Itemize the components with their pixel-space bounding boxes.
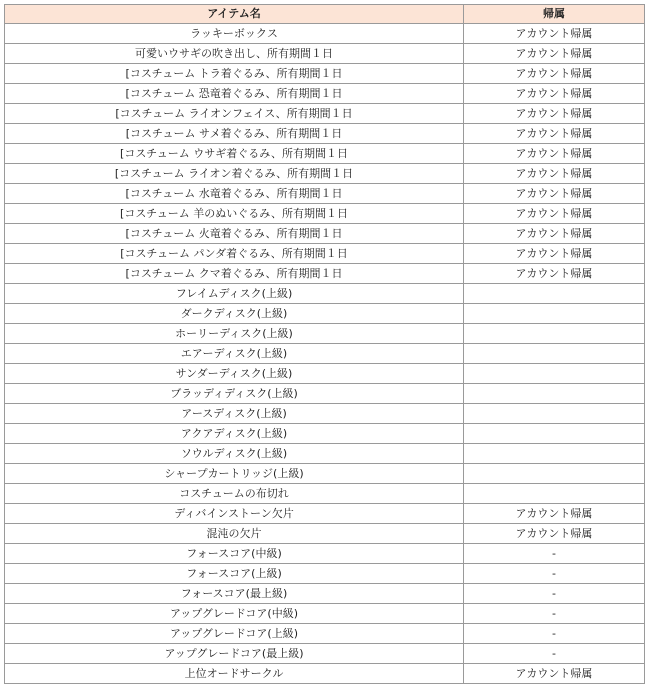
table-row xyxy=(5,304,645,324)
binding-cell: アカウント帰属 xyxy=(464,664,645,684)
item-name-cell: ラッキーボックス xyxy=(5,24,464,44)
binding-cell xyxy=(464,464,645,484)
binding-cell: アカウント帰属 xyxy=(464,44,645,64)
binding-cell: アカウント帰属 xyxy=(464,224,645,244)
table-row xyxy=(5,364,645,384)
binding-cell: アカウント帰属 xyxy=(464,524,645,544)
binding-cell xyxy=(464,444,645,464)
binding-cell: アカウント帰属 xyxy=(464,204,645,224)
binding-cell: - xyxy=(464,564,645,584)
table-header-row xyxy=(5,5,645,24)
table-row xyxy=(5,284,645,304)
binding-cell: - xyxy=(464,644,645,664)
table-row xyxy=(5,224,645,244)
item-name-cell: [コスチューム ウサギ着ぐるみ、所有期間１日 xyxy=(5,144,464,164)
binding-cell: アカウント帰属 xyxy=(464,184,645,204)
table-row xyxy=(5,504,645,524)
item-name-cell: [コスチューム 恐竜着ぐるみ、所有期間１日 xyxy=(5,84,464,104)
table-row xyxy=(5,664,645,684)
item-name-cell: [コスチューム サメ着ぐるみ、所有期間１日 xyxy=(5,124,464,144)
binding-cell: - xyxy=(464,584,645,604)
item-name-cell: [コスチューム パンダ着ぐるみ、所有期間１日 xyxy=(5,244,464,264)
table-row xyxy=(5,344,645,364)
table-row xyxy=(5,404,645,424)
binding-cell: アカウント帰属 xyxy=(464,84,645,104)
item-name-cell: [コスチューム ライオンフェイス、所有期間１日 xyxy=(5,104,464,124)
binding-cell xyxy=(464,304,645,324)
item-name-cell: アップグレードコア(中級) xyxy=(5,604,464,624)
binding-cell: アカウント帰属 xyxy=(464,164,645,184)
item-name-cell: アップグレードコア(上級) xyxy=(5,624,464,644)
table-row xyxy=(5,144,645,164)
table-row xyxy=(5,424,645,444)
item-name-cell: フォースコア(上級) xyxy=(5,564,464,584)
table-row xyxy=(5,564,645,584)
table-row xyxy=(5,124,645,144)
item-name-cell: シャープカートリッジ(上級) xyxy=(5,464,464,484)
binding-cell xyxy=(464,404,645,424)
item-name-cell: ディバインストーン欠片 xyxy=(5,504,464,524)
table-row xyxy=(5,104,645,124)
item-name-cell: フレイムディスク(上級) xyxy=(5,284,464,304)
table-row xyxy=(5,444,645,464)
binding-cell: - xyxy=(464,604,645,624)
item-name-cell: アクアディスク(上級) xyxy=(5,424,464,444)
table-row xyxy=(5,64,645,84)
binding-cell xyxy=(464,364,645,384)
binding-cell: - xyxy=(464,624,645,644)
table-row xyxy=(5,604,645,624)
item-name-cell: [コスチューム 火竜着ぐるみ、所有期間１日 xyxy=(5,224,464,244)
table-row xyxy=(5,184,645,204)
item-name-cell: フォースコア(最上級) xyxy=(5,584,464,604)
header-item-name: アイテム名 xyxy=(5,5,464,24)
item-name-cell: フォースコア(中級) xyxy=(5,544,464,564)
item-name-cell: サンダーディスク(上級) xyxy=(5,364,464,384)
binding-cell: アカウント帰属 xyxy=(464,64,645,84)
item-table-container xyxy=(4,4,644,684)
item-name-cell: 上位オードサークル xyxy=(5,664,464,684)
item-name-cell: 可愛いウサギの吹き出し、所有期間１日 xyxy=(5,44,464,64)
binding-cell xyxy=(464,384,645,404)
table-row xyxy=(5,24,645,44)
binding-cell xyxy=(464,424,645,444)
binding-cell xyxy=(464,284,645,304)
binding-cell: アカウント帰属 xyxy=(464,24,645,44)
table-row xyxy=(5,484,645,504)
item-name-cell: エアーディスク(上級) xyxy=(5,344,464,364)
binding-cell xyxy=(464,484,645,504)
binding-cell: アカウント帰属 xyxy=(464,124,645,144)
item-name-cell: ホーリーディスク(上級) xyxy=(5,324,464,344)
item-table xyxy=(4,4,645,684)
table-body xyxy=(5,24,645,684)
table-row xyxy=(5,464,645,484)
table-row xyxy=(5,544,645,564)
binding-cell: アカウント帰属 xyxy=(464,144,645,164)
binding-cell: アカウント帰属 xyxy=(464,244,645,264)
table-row xyxy=(5,644,645,664)
item-name-cell: コスチュームの布切れ xyxy=(5,484,464,504)
table-row xyxy=(5,44,645,64)
binding-cell xyxy=(464,324,645,344)
table-row xyxy=(5,524,645,544)
table-row xyxy=(5,584,645,604)
item-name-cell: ダークディスク(上級) xyxy=(5,304,464,324)
item-name-cell: ソウルディスク(上級) xyxy=(5,444,464,464)
table-row xyxy=(5,244,645,264)
item-name-cell: [コスチューム 水竜着ぐるみ、所有期間１日 xyxy=(5,184,464,204)
item-name-cell: [コスチューム トラ着ぐるみ、所有期間１日 xyxy=(5,64,464,84)
table-row xyxy=(5,264,645,284)
binding-cell: - xyxy=(464,544,645,564)
table-row xyxy=(5,84,645,104)
table-row xyxy=(5,204,645,224)
table-row xyxy=(5,384,645,404)
item-name-cell: [コスチューム 羊のぬいぐるみ、所有期間１日 xyxy=(5,204,464,224)
table-row xyxy=(5,324,645,344)
binding-cell: アカウント帰属 xyxy=(464,264,645,284)
binding-cell xyxy=(464,344,645,364)
table-row xyxy=(5,164,645,184)
item-name-cell: アースディスク(上級) xyxy=(5,404,464,424)
item-name-cell: 混沌の欠片 xyxy=(5,524,464,544)
item-name-cell: [コスチューム クマ着ぐるみ、所有期間１日 xyxy=(5,264,464,284)
binding-cell: アカウント帰属 xyxy=(464,504,645,524)
item-name-cell: ブラッディディスク(上級) xyxy=(5,384,464,404)
item-name-cell: アップグレードコア(最上級) xyxy=(5,644,464,664)
item-name-cell: [コスチューム ライオン着ぐるみ、所有期間１日 xyxy=(5,164,464,184)
header-binding: 帰属 xyxy=(464,5,645,24)
table-row xyxy=(5,624,645,644)
binding-cell: アカウント帰属 xyxy=(464,104,645,124)
